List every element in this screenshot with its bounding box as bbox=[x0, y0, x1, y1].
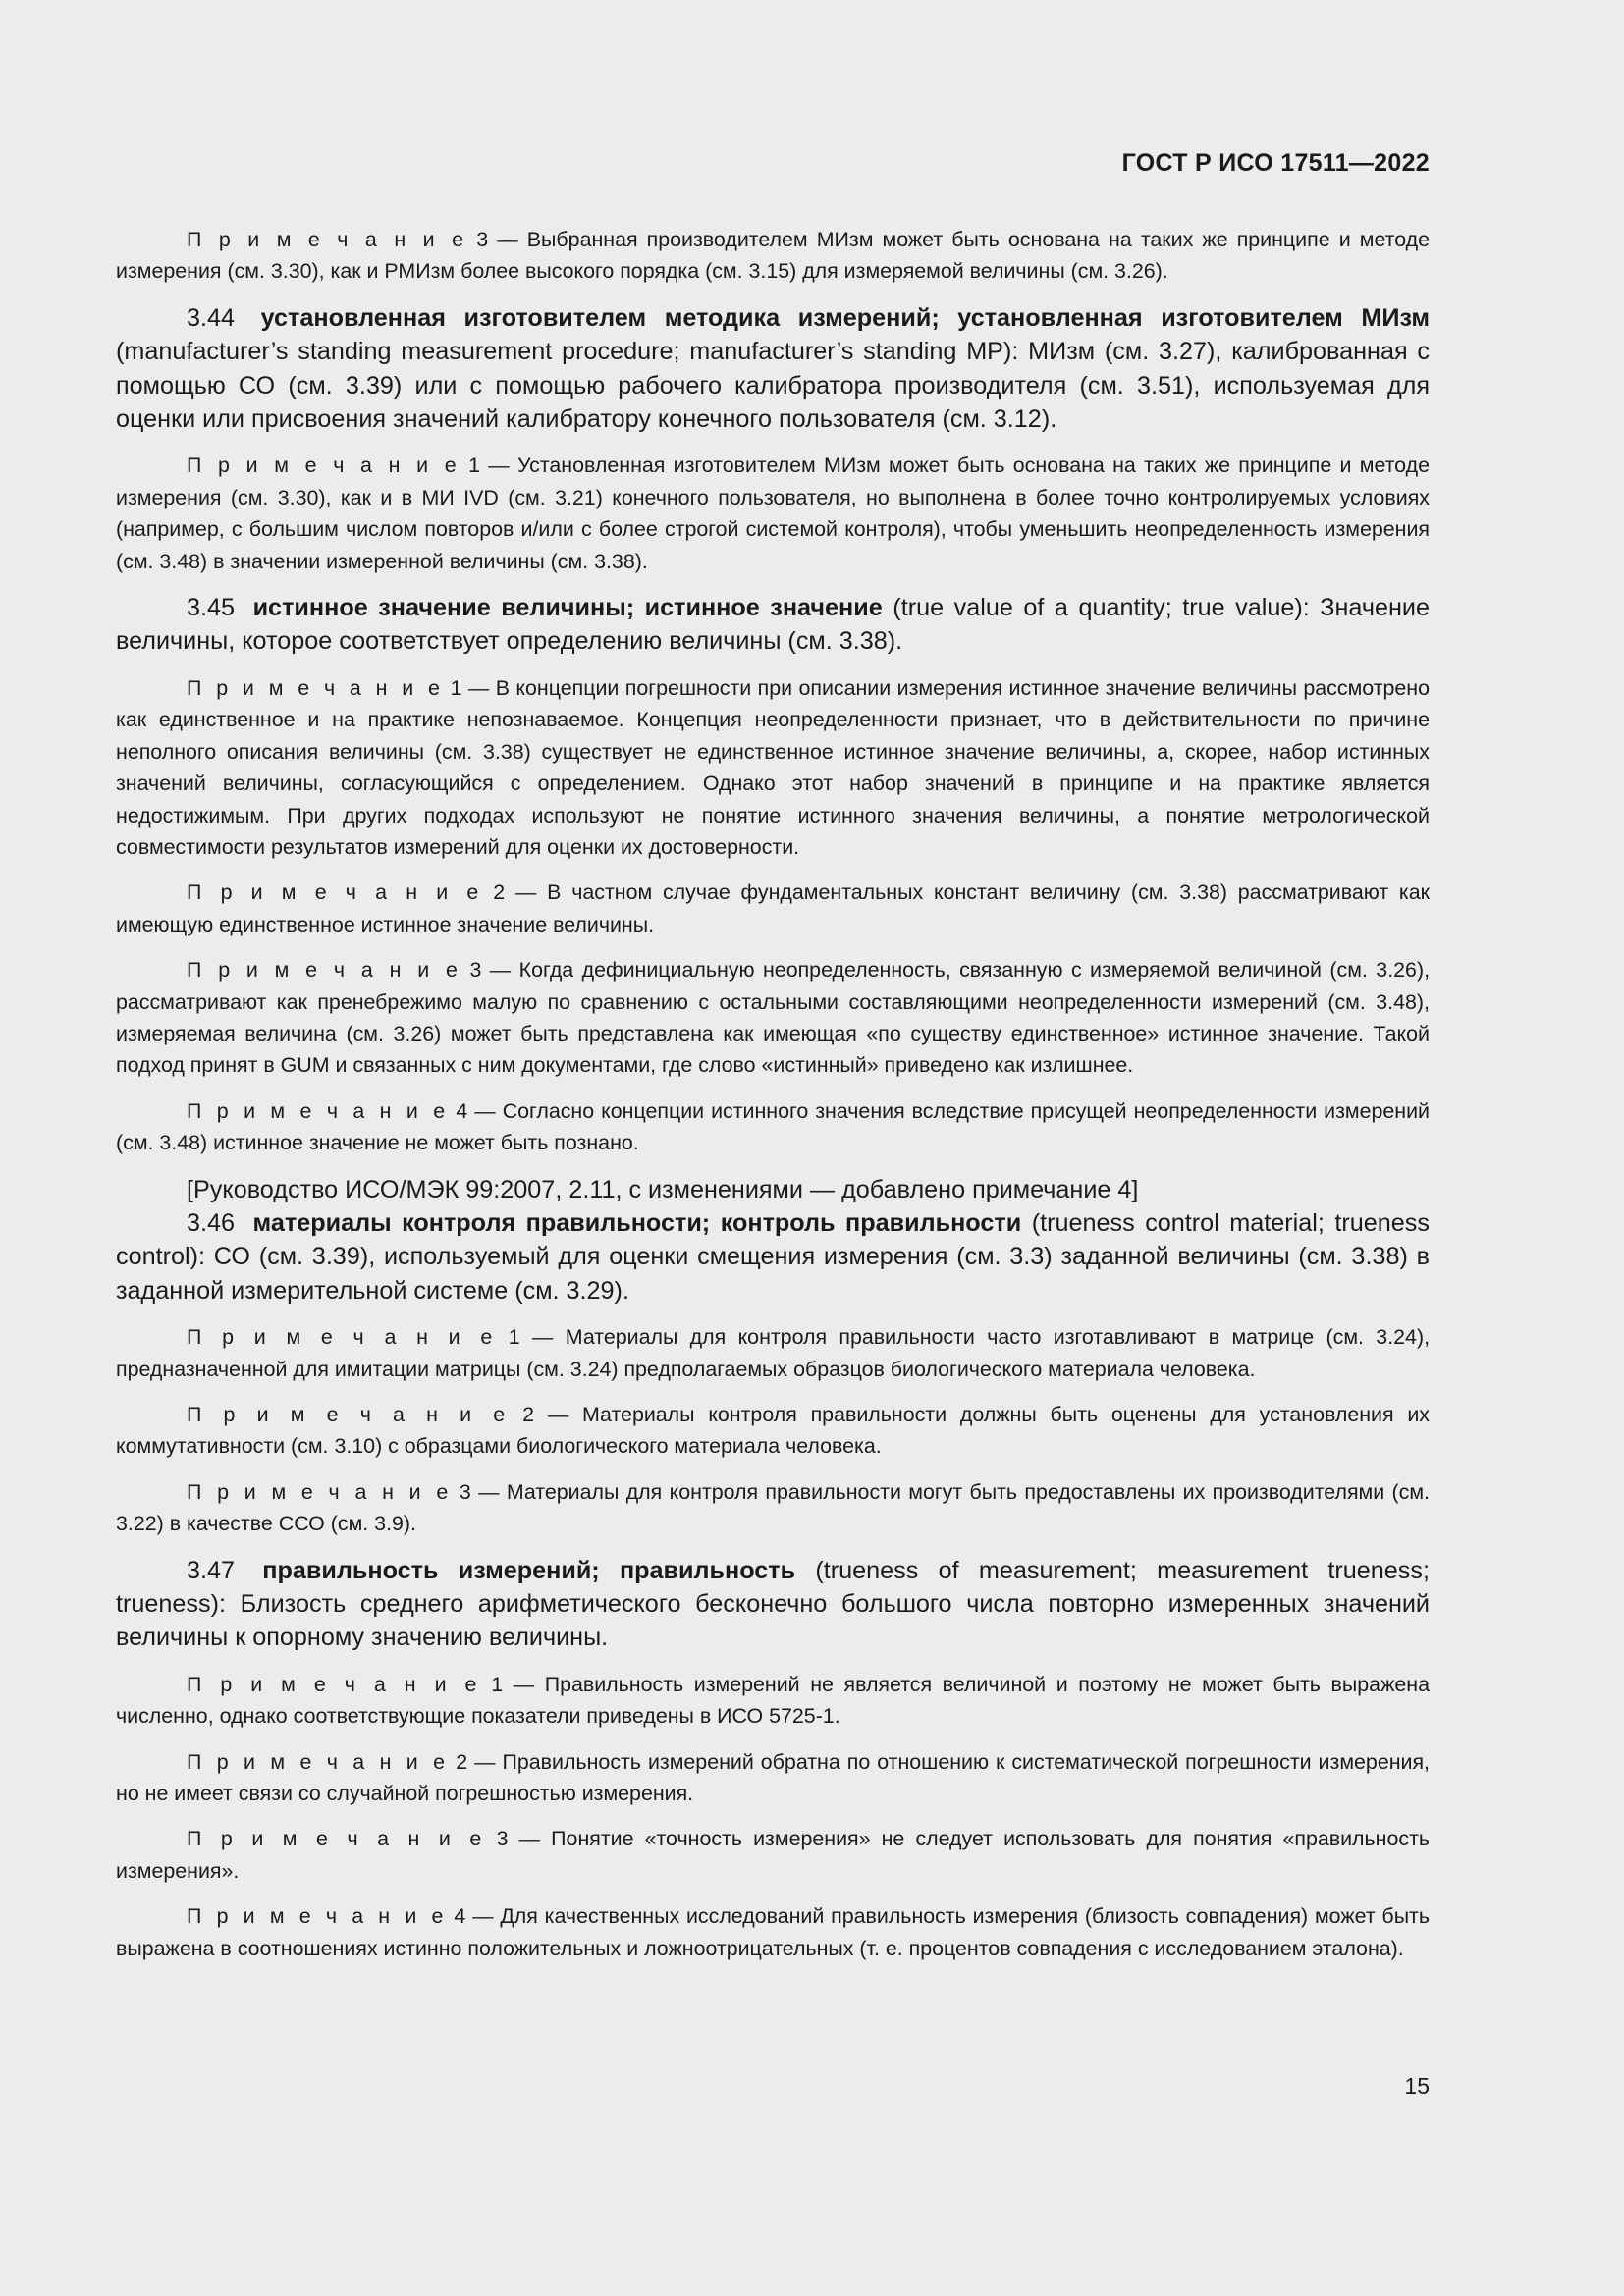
note-label: П р и м е ч а н и е bbox=[187, 1749, 450, 1774]
term-number: 3.46 bbox=[187, 1208, 236, 1237]
note-paragraph: П р и м е ч а н и е 1 — Правильность измерений не является величиной и поэтому не может быть выражена численно, однако соответствующие показатели приведены в ИСО 5725-1. bbox=[116, 1672, 1430, 1729]
term-name: установленная изготовителем методика измерений; установленная изготовителем МИзм bbox=[260, 303, 1430, 332]
note-label: П р и м е ч а н и е bbox=[187, 1403, 510, 1426]
term-name: правильность измерений; правильность bbox=[262, 1556, 796, 1584]
note-paragraph: П р и м е ч а н и е 3 — Понятие «точность измерения» не следует использовать для понятия «правильность измерения». bbox=[116, 1827, 1431, 1883]
term-definition: (trueness control material; trueness control): СО (см. 3.39), используемый для оценки смещения измерения (см. 3.3) заданной величины (см. 3.38) в заданной измерительной системе (см. 3.29). bbox=[116, 1208, 1430, 1305]
note-label: П р и м е ч а н и е bbox=[187, 454, 460, 478]
note-label: П р и м е ч а н и е bbox=[187, 881, 483, 905]
note-label: П р и м е ч а н и е bbox=[187, 228, 468, 251]
term-number: 3.45 bbox=[187, 594, 236, 622]
note-label: П р и м е ч а н и е bbox=[187, 1325, 497, 1350]
note-label: П р и м е ч а н и е bbox=[187, 958, 462, 983]
term-number: 3.44 bbox=[187, 303, 236, 332]
term-3-46 bbox=[116, 1206, 1430, 1308]
note-paragraph: П р и м е ч а н и е 3 — Материалы для контроля правильности могут быть предоставлены их производителями (см. 3.22) в качестве ССО (см. 3.9). bbox=[116, 1479, 1431, 1536]
note-paragraph: П р и м е ч а н и е 4 — Согласно концепции истинного значения вследствие присущей неопределенности измерений (см. 3.48) истинное значение не может быть познано. bbox=[116, 1098, 1431, 1155]
note-paragraph: П р и м е ч а н и е 4 — Для качественных исследований правильность измерения (близость совпадения) может быть выражена в соотношениях истинно положительных и ложноотрицательных (т. е. процентов совпадения с исследованием эталона). bbox=[116, 1904, 1431, 1960]
note-paragraph: П р и м е ч а н и е 1 — В концепции погрешности при описании измерения истинное значение величины рассмотрено как единственное и на практике непознаваемое. Концепция неопределенности признает, что в действительности по причине неполного описания величины (см. 3.38) существует не единственное истинное значение величины, а, скорее, набор истинных значений величины, согласующийся с определением. Однако этот набор значений в принципе и на практике является недостижимым. При других подходах используют не понятие истинного значения величины, а понятие метрологической совместимости результатов измерений для оценки их достоверности. bbox=[116, 675, 1430, 859]
term-name: материалы контроля правильности; контроль правильности bbox=[252, 1208, 1022, 1237]
source-reference: [Руководство ИСО/МЭК 99:2007, 2.11, с изменениями — добавлено примечание 4] bbox=[187, 1175, 1139, 1203]
note-label: П р и м е ч а н и е bbox=[187, 1098, 450, 1123]
note-paragraph: П р и м е ч а н и е 1 — Установленная изготовителем МИзм может быть основана на таких же принципе и методе измерения (см. 3.30), как и в МИ IVD (см. 3.21) конечного пользователя, но выполнена в более точно контролируемых условиях (например, с большим числом повторов и/или с более строгой системой контроля), чтобы уменьшить неопределенность измерения (см. 3.48) в значении измеренной величины (см. 3.38). bbox=[116, 454, 1430, 573]
term-number: 3.47 bbox=[187, 1556, 236, 1584]
note-label: П р и м е ч а н и е bbox=[187, 1672, 481, 1696]
term-name: истинное значение величины; истинное значение bbox=[252, 594, 883, 622]
note-label: П р и м е ч а н и е bbox=[187, 1479, 453, 1504]
note-paragraph: П р и м е ч а н и е 3 — Выбранная производителем МИзм может быть основана на таких же принципе и методе измерения (см. 3.30), как и РМИзм более высокого порядка (см. 3.15) для измеряемой величины (см. 3.26). bbox=[116, 228, 1431, 284]
term-3-44 bbox=[116, 301, 1430, 437]
note-paragraph: П р и м е ч а н и е 2 — В частном случае фундаментальных констант величину (см. 3.38) рассматривают как имеющую единственное истинное значение величины. bbox=[116, 881, 1430, 936]
document-header: ГОСТ Р ИСО 17511—2022 bbox=[1121, 149, 1430, 177]
term-3-45 bbox=[116, 591, 1430, 659]
note-label: П р и м е ч а н и е bbox=[187, 675, 445, 700]
note-paragraph: П р и м е ч а н и е 3 — Когда дефинициальную неопределенность, связанную с измеряемой величиной (см. 3.26), рассматривают как пренебрежимо малую по сравнению с остальными составляющими неопределенности измерений (см. 3.48), измеряемая величина (см. 3.26) может быть представлена как имеющая «по существу единственное» истинное значение. Такой подход принят в GUM и связанных с ним документами, где слово «истинный» приведено как излишнее. bbox=[116, 958, 1431, 1078]
term-definition: (manufacturer’s standing measurement procedure; manufacturer’s standing MP): МИзм (см. 3.27), калиброванная с помощью СО (см. 3.39) или с помощью рабочего калибратора производителя (см. 3.51), используемая для оценки или присвоения значений калибратору конечного пользователя (см. 3.12). bbox=[116, 338, 1430, 434]
note-paragraph: П р и м е ч а н и е 2 — Правильность измерений обратна по отношению к систематической погрешности измерения, но не имеет связи со случайной погрешностью измерения. bbox=[116, 1749, 1430, 1806]
page-number: 15 bbox=[1404, 2073, 1430, 2099]
term-definition: (trueness of measurement; measurement trueness; trueness): Близость среднего арифметического бесконечно большого числа повторно измеренных значений величины к опорному значению величины. bbox=[116, 1556, 1430, 1652]
note-paragraph: П р и м е ч а н и е 1 — Материалы для контроля правильности часто изготавливают в матрице (см. 3.24), предназначенной для имитации матрицы (см. 3.24) предполагаемых образцов биологического материала человека. bbox=[116, 1325, 1431, 1381]
document-body bbox=[116, 224, 1430, 1978]
note-paragraph: П р и м е ч а н и е 2 — Материалы контроля правильности должны быть оценены для установления их коммутативности (см. 3.10) с образцами биологического материала человека. bbox=[116, 1403, 1430, 1459]
note-label: П р и м е ч а н и е bbox=[187, 1827, 486, 1851]
note-label: П р и м е ч а н и е bbox=[187, 1904, 448, 1929]
term-definition: (true value of a quantity; true value): Значение величины, которое соответствует определению величины (см. 3.38). bbox=[116, 594, 1430, 656]
term-3-47 bbox=[116, 1554, 1430, 1655]
